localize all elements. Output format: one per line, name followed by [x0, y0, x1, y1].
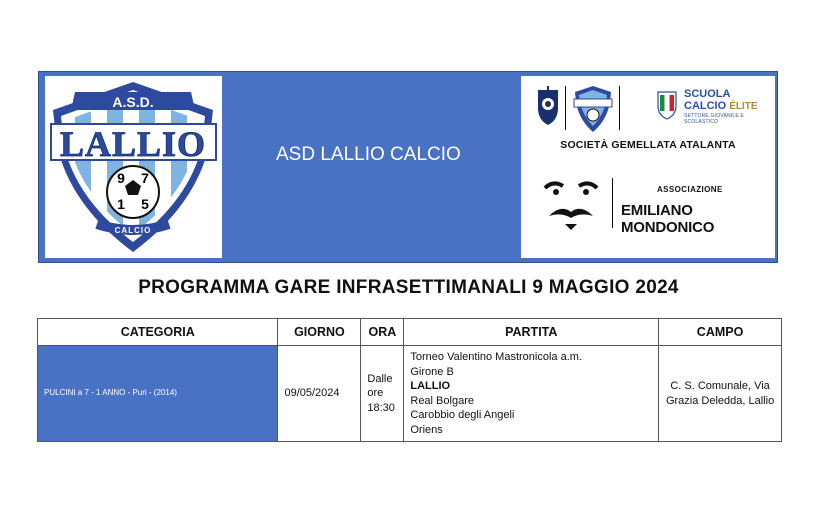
cell-giorno: 09/05/2024 [278, 346, 361, 442]
partner-divider [619, 86, 620, 130]
table-header-row [38, 319, 782, 346]
club-name: ASD LALLIO CALCIO [276, 144, 461, 165]
lallio-crest-icon [45, 76, 222, 258]
cell-categoria: PULCINI a 7 - 1 ANNO - Puri - (2014) [38, 346, 278, 442]
header-partita: PARTITA [404, 319, 659, 346]
campo-line: C. S. Comunale, Via [670, 380, 770, 392]
svg-text:LALLIO: LALLIO [59, 124, 207, 164]
associazione-name: EMILIANO MONDONICO [621, 202, 715, 236]
partita-line: Carobbio degli Angeli [410, 409, 515, 421]
assoc-divider [612, 178, 613, 228]
lallio-mini-crest-icon [573, 84, 613, 134]
partita-line: Girone B [410, 365, 454, 378]
svg-text:5: 5 [141, 196, 149, 212]
svg-text:9: 9 [117, 170, 125, 186]
partners-panel [521, 76, 775, 258]
cell-ora [361, 346, 404, 442]
scuola-subtitle: SETTORE GIOVANILE E SCOLASTICO [684, 113, 745, 125]
svg-text:7: 7 [141, 170, 149, 186]
club-banner [38, 71, 778, 263]
figc-shield-icon [657, 90, 677, 120]
gemellata-label: SOCIETÀ GEMELLATA ATALANTA [560, 139, 736, 151]
matches-table [37, 318, 782, 442]
table-row [38, 346, 782, 442]
ora-line: ore [367, 387, 384, 400]
atalanta-logo-icon [537, 86, 559, 126]
partita-line: LALLIO [410, 380, 451, 392]
header-giorno: GIORNO [278, 319, 361, 346]
page-title: PROGRAMMA GARE INFRASETTIMANALI 9 MAGGIO 2024 [138, 277, 679, 298]
svg-text:CALCIO: CALCIO [114, 226, 152, 235]
partita-line: Oriens [410, 423, 443, 436]
partita-line: Torneo Valentino Mastronicola a.m. [410, 351, 582, 363]
cell-partita [404, 346, 659, 442]
header-categoria: CATEGORIA [38, 319, 278, 346]
mondonico-face-icon [541, 176, 601, 234]
ora-line: 18:30 [367, 401, 395, 414]
svg-text:A.S.D.: A.S.D. [112, 94, 154, 110]
club-logo [45, 76, 222, 258]
header-campo: CAMPO [659, 319, 782, 346]
partita-line: Real Bolgare [410, 394, 474, 407]
scuola-calcio-elite-text: SCUOLA CALCIO ÉLITE [684, 88, 758, 112]
cell-campo [659, 346, 782, 442]
campo-line: Grazia Deledda, Lallio [665, 394, 775, 407]
svg-text:1: 1 [117, 196, 125, 212]
associazione-label: ASSOCIAZIONE [657, 185, 723, 194]
header-ora: ORA [361, 319, 404, 346]
ora-line: Dalle [367, 372, 393, 385]
partner-divider [565, 86, 566, 130]
